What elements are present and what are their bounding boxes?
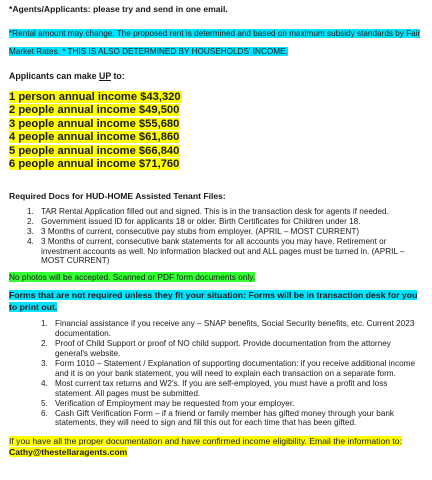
item-number: 5. (41, 398, 48, 408)
optional-forms-heading (9, 290, 423, 313)
item-number: 6. (41, 408, 48, 418)
item-text: Most current tax returns and W2's. If you are self-employed, you must have a profit and loss statement. All pages must be submitted. (55, 378, 388, 398)
contact-email[interactable]: Cathy@thestellaragents.com (9, 447, 128, 458)
list-item (41, 399, 423, 409)
rental-note-block (9, 23, 423, 59)
list-item (41, 379, 423, 399)
intro-line: *Agents/Applicants: please try and send in one email. (9, 4, 228, 14)
item-text: 3 Months of current, consecutive pay stubs from employer. (APRIL – MOST CURRENT) (41, 227, 360, 237)
income-text: 1 person annual income $43,320 (9, 91, 181, 103)
item-text: Government issued ID for applicants 18 or older. Birth Certificates for Children under 18. (41, 217, 361, 227)
make-up-heading (9, 71, 423, 82)
list-item (27, 227, 423, 237)
optional-forms-list (9, 319, 423, 428)
list-item (41, 319, 423, 339)
item-text: Cash Gift Verification Form – if a friend or family member has gifted money through your bank statements, they will need to sign and fill this out for each time that has been gifted. (55, 408, 395, 428)
item-number: 3. (41, 359, 48, 369)
income-text: 4 people annual income $61,860 (9, 131, 180, 144)
list-item (27, 207, 423, 217)
closing-paragraph (9, 436, 423, 458)
item-number: 4. (27, 236, 34, 246)
list-item (27, 217, 423, 227)
required-docs-list (9, 207, 423, 266)
income-text: 3 people annual income $55,680 (9, 117, 180, 130)
no-photos-notice (9, 272, 423, 283)
item-number: 1. (27, 207, 34, 217)
make-up-prefix: Applicants can make (9, 71, 99, 81)
income-row (9, 145, 423, 158)
item-text: TAR Rental Application filled out and signed. This is in the transaction desk for agents if needed. (41, 207, 389, 217)
item-number: 1. (41, 319, 48, 329)
income-text: 2 people annual income $49,500 (9, 104, 180, 117)
income-row (9, 91, 423, 104)
income-row (9, 131, 423, 144)
item-text: Form 1010 – Statement / Explanation of supporting documentation: if you receive additional income and it is on your bank statement, you will need to explain each transaction on a separate form. (55, 359, 416, 378)
closing-text: If you have all the proper documentation and have confirmed income eligibility. Email the information to: (9, 436, 402, 447)
item-text: 3 Months of current, consecutive bank statements for all accounts you may have. Retirement or investment accounts as well. No information blacked out and ALL pages must be turned in. (APRIL – MOST CURRENT) (41, 236, 405, 266)
income-row (9, 158, 423, 171)
make-up-suffix: to: (111, 71, 125, 81)
item-number: 2. (41, 339, 48, 349)
item-number: 2. (27, 217, 34, 227)
rental-note: *Rental amount may change. The proposed rent is determined and based on maximum subsidy standards by Fair Market Rates. * THIS IS ALSO DETERMINED BY HOUSEHOLDS' INCOME. (9, 29, 421, 56)
list-item (27, 237, 423, 266)
item-number: 4. (41, 378, 48, 388)
item-text: Proof of Child Support or proof of NO child support. Provide documentation from the attorney general's website. (55, 339, 391, 359)
required-docs-heading: Required Docs for HUD-HOME Assisted Tenant Files: (9, 191, 226, 202)
income-text: 5 people annual income $66,840 (9, 144, 180, 157)
income-list (9, 91, 423, 171)
item-text: Financial assistance if you receive any – SNAP benefits, Social Security benefits, etc. Current 2023 documentation. (55, 319, 415, 339)
make-up-underlined: UP (98, 71, 112, 81)
item-text: Verification of Employment may be requested from your employer. (55, 398, 295, 408)
item-number: 3. (27, 227, 34, 237)
list-item (41, 409, 423, 429)
income-text: 6 people annual income $71,760 (9, 158, 180, 171)
list-item (41, 359, 423, 379)
optional-forms-text: Forms that are not required unless they fit your situation: Forms will be in transaction desk for you to print out. (9, 290, 418, 312)
income-row (9, 118, 423, 131)
list-item (41, 339, 423, 359)
income-row (9, 104, 423, 117)
no-photos-text: No photos will be accepted. Scanned or PDF form documents only. (9, 272, 256, 283)
